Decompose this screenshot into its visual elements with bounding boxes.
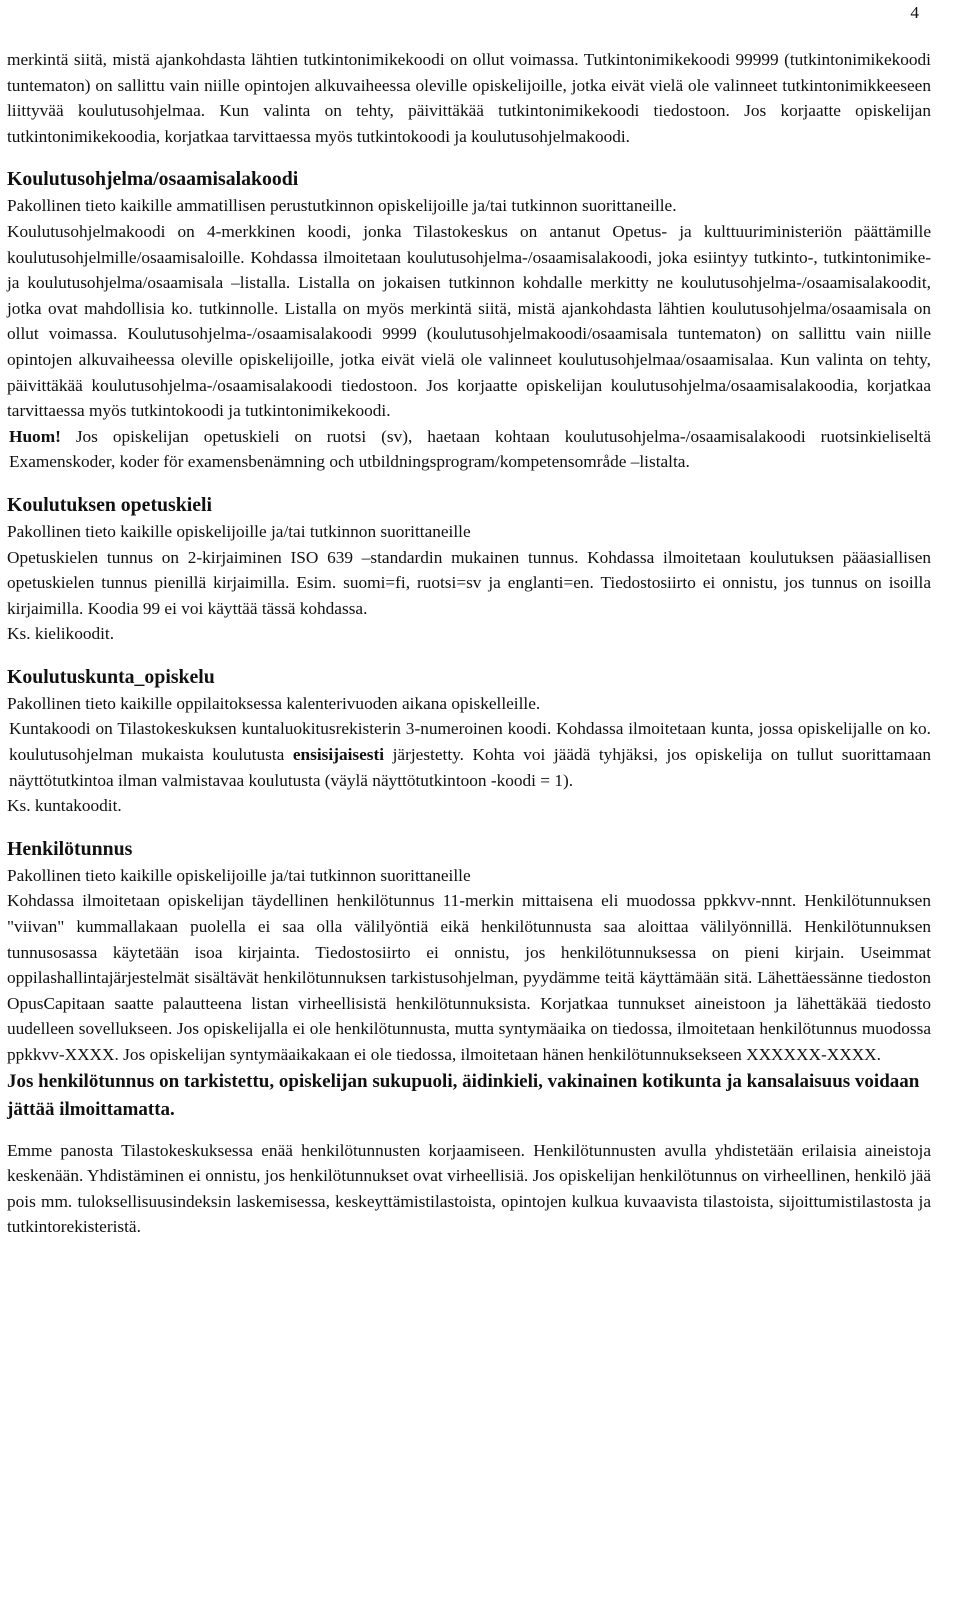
document-body <box>7 47 931 1240</box>
huom-text: Jos opiskelijan opetuskieli on ruotsi (sv), haetaan kohtaan koulutusohjelma-/osaamisalakoodi ruotsinkieliseltä Examenskoder, koder för examensbenämning och utbildningsprogram/kompetensområde –listalta. <box>9 426 931 472</box>
huom-paragraph <box>7 424 931 475</box>
section-heading: Henkilötunnus <box>7 837 133 860</box>
body-text: Kuntakoodi on Tilastokeskuksen kuntaluokitusrekisterin 3-numeroinen koodi. Kohdassa ilmoitetaan kunta, jossa opiskelijalle on ko. koulutusohjelman mukaista koulutusta <box>9 719 931 765</box>
section-koulutusohjelma <box>7 165 931 475</box>
see-reference: Ks. kielikoodit. <box>7 624 115 644</box>
section-koulutuskunta <box>7 663 931 819</box>
required-note: Pakollinen tieto kaikille opiskelijoille ja/tai tutkinnon suorittaneille <box>7 521 471 541</box>
section-henkilotunnus <box>7 835 931 1240</box>
section-opetuskieli <box>7 491 931 647</box>
closing-paragraph: Emme panosta Tilastokeskuksessa enää henkilötunnusten korjaamiseen. Henkilötunnusten avulla yhdistetään erilaisia aineistoja keskenään. Yhdistäminen ei onnistu, jos henkilötunnukset ovat virheellisiä. Jos opiskelijan henkilötunnus on virheellinen, henkilö jää pois mm. tuloksellisuusindeksin laskemisessa, keskeyttämistilastoista, opintojen kulkua kuvaavista tilastoista, sijoittumistilastosta ja tutkintorekisteristä. <box>7 1140 931 1237</box>
see-reference: Ks. kuntakoodit. <box>7 796 122 816</box>
section-body <box>7 716 931 793</box>
section-heading: Koulutusohjelma/osaamisalakoodi <box>7 168 299 191</box>
body-emphasis: ensisijaisesti <box>292 745 385 765</box>
section-body: Opetuskielen tunnus on 2-kirjaiminen ISO 639 –standardin mukainen tunnus. Kohdassa ilmoitetaan koulutuksen pääasiallisen opetuskielen tunnus pienillä kirjaimilla. Esim. suomi=fi, ruotsi=sv ja englanti=en. Tiedostosiirto ei onnistu, jos tunnus on isoilla kirjaimilla. Koodia 99 ei voi käyttää tässä kohdassa. <box>7 547 931 618</box>
section-heading: Koulutuksen opetuskieli <box>7 493 213 516</box>
page-number: 4 <box>910 3 919 22</box>
bold-notice: Jos henkilötunnus on tarkistettu, opiskelijan sukupuoli, äidinkieli, vakinainen kotikunta ja kansalaisuus voidaan jättää ilmoittamatta. <box>7 1070 920 1120</box>
required-note: Pakollinen tieto kaikille opiskelijoille ja/tai tutkinnon suorittaneille <box>7 865 471 885</box>
section-heading: Koulutuskunta_opiskelu <box>7 665 215 688</box>
required-note: Pakollinen tieto kaikille ammatillisen perustutkinnon opiskelijoille ja/tai tutkinnon suorittaneille. <box>7 196 677 216</box>
body-text: järjestetty. Kohta voi jäädä tyhjäksi, jos opiskelija on tullut suorittamaan näyttötutkintoa ilman valmistavaa koulutusta (väylä näyttötutkintoon -koodi = 1). <box>9 745 931 790</box>
intro-paragraph: merkintä siitä, mistä ajankohdasta lähtien tutkintonimikekoodi on ollut voimassa. Tutkintonimikekoodi 99999 (tutkintonimikekoodi tuntematon) on sallittu vain niille opintojen alkuvaiheessa oleville opiskelijoille, jotka eivät vielä ole valinneet tutkintonimikkeeseen liittyvää koulutusohjelmaa. Kun valinta on tehty, päivittäkää tutkintonimikekoodi tiedostoon. Jos korjaatte opiskelijan tutkintonimikekoodia, korjatkaa tarvittaessa myös tutkintokoodi ja koulutusohjelmakoodi. <box>7 50 931 146</box>
section-body: Koulutusohjelmakoodi on 4-merkkinen koodi, jonka Tilastokeskus on antanut Opetus- ja kulttuuriministeriön päättämille koulutusohjelmille/osaamisaloille. Kohdassa ilmoitetaan koulutusohjelma-/osaamisalakoodi, joka esiintyy tutkinto-, tutkintonimike- ja koulutusohjelma/osaamisala –listalla. Listalla on jokaisen tutkinnon kohdalle merkitty ne koulutusohjelma-/osaamisalakoodit, jotka ovat mahdollisia ko. tutkinnolle. Listalla on myös merkintä siitä, mistä ajankohdasta lähtien koulutusohjelma/osaamisala on ollut voimassa. Koulutusohjelma-/osaamisalakoodi 9999 (koulutusohjelmakoodi/osaamisala tuntematon) on sallittu vain niille opintojen alkuvaiheessa oleville opiskelijoille, jotka eivät vielä ole valinneet koulutusohjelmaa/osaamisalaa. Kun valinta on tehty, päivittäkää koulutusohjelma-/osaamisalakoodi tiedostoon. Jos korjaatte opiskelijan koulutusohjelma/osaamisalakoodia, korjatkaa tarvittaessa myös tutkintokoodi ja tutkintonimikekoodi. <box>7 221 931 421</box>
huom-label: Huom! <box>9 426 61 446</box>
required-note: Pakollinen tieto kaikille oppilaitoksessa kalenterivuoden aikana opiskelleille. <box>7 693 541 713</box>
section-body: Kohdassa ilmoitetaan opiskelijan täydellinen henkilötunnus 11-merkin mittaisena eli muodossa ppkkvv-nnnt. Henkilötunnuksen "viivan" kummallakaan puolella ei saa olla välilyöntiä eikä henkilötunnusta saa aloittaa välilyönnillä. Henkilötunnuksen tunnusosassa käytetään isoa kirjainta. Tiedostosiirto ei onnistu, jos henkilötunnuksessa on pieni kirjain. Useimmat oppilashallintajärjestelmät sisältävät henkilötunnuksen tarkistusohjelman, pyydämme teitä käyttämään sitä. Lähettäessänne tiedoston OpusCapitaan saatte palautteena listan virheellisistä henkilötunnuksista. Korjatkaa tunnukset aineistoon ja lähettäkää tiedosto uudelleen sovellukseen. Jos opiskelijalla ei ole henkilötunnusta, mutta syntymäaika on tiedossa, ilmoitetaan henkilötunnus muodossa ppkkvv-XXXX. Jos opiskelijan syntymäaikakaan ei ole tiedossa, ilmoitetaan hänen henkilötunnuksekseen XXXXXX-XXXX. <box>7 891 931 1064</box>
